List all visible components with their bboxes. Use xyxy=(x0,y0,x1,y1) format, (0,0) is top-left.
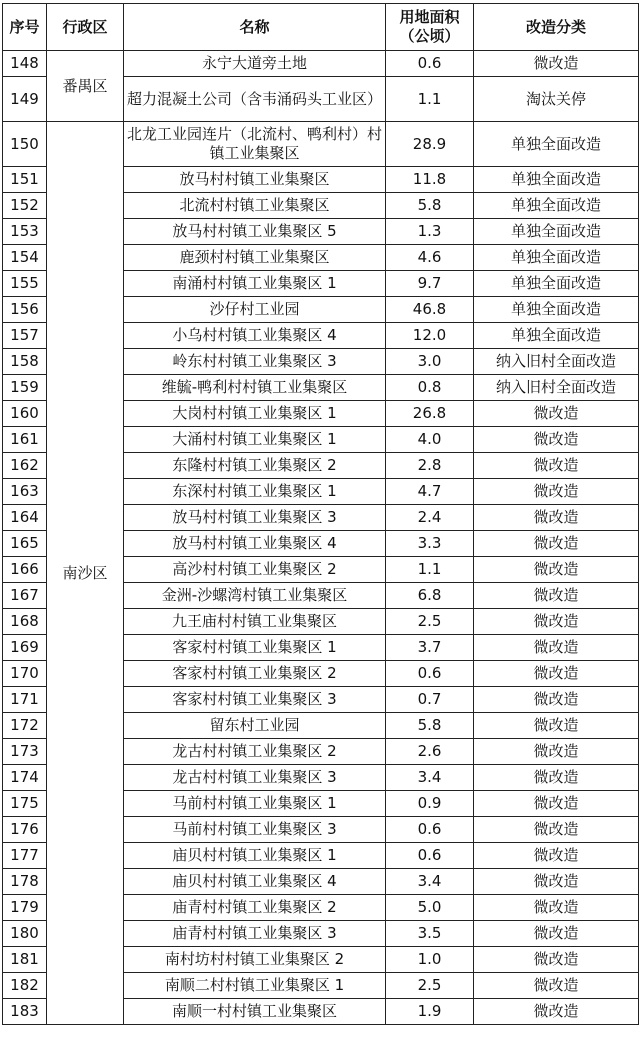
cell-area: 2.5 xyxy=(386,973,474,999)
table-body xyxy=(3,51,639,1025)
cell-area: 3.0 xyxy=(386,349,474,375)
header-category: 改造分类 xyxy=(474,4,639,51)
cell-serial: 167 xyxy=(3,583,47,609)
cell-serial: 152 xyxy=(3,193,47,219)
cell-name: 高沙村村镇工业集聚区 2 xyxy=(124,557,386,583)
cell-serial: 162 xyxy=(3,453,47,479)
cell-category: 微改造 xyxy=(474,635,639,661)
cell-name: 大涌村村镇工业集聚区 1 xyxy=(124,427,386,453)
cell-category: 微改造 xyxy=(474,791,639,817)
header-district: 行政区 xyxy=(47,4,124,51)
header-row xyxy=(3,4,639,51)
cell-area: 0.6 xyxy=(386,51,474,77)
cell-category: 微改造 xyxy=(474,51,639,77)
header-serial: 序号 xyxy=(3,4,47,51)
cell-area: 3.5 xyxy=(386,921,474,947)
cell-serial: 149 xyxy=(3,77,47,122)
cell-name: 大岗村村镇工业集聚区 1 xyxy=(124,401,386,427)
cell-area: 12.0 xyxy=(386,323,474,349)
cell-area: 4.7 xyxy=(386,479,474,505)
cell-category: 单独全面改造 xyxy=(474,271,639,297)
cell-serial: 177 xyxy=(3,843,47,869)
cell-serial: 171 xyxy=(3,687,47,713)
cell-serial: 161 xyxy=(3,427,47,453)
cell-serial: 154 xyxy=(3,245,47,271)
cell-name: 庙贝村村镇工业集聚区 1 xyxy=(124,843,386,869)
cell-category: 微改造 xyxy=(474,401,639,427)
cell-name: 维毓-鸭利村村镇工业集聚区 xyxy=(124,375,386,401)
cell-area: 6.8 xyxy=(386,583,474,609)
cell-category: 单独全面改造 xyxy=(474,193,639,219)
cell-category: 微改造 xyxy=(474,947,639,973)
cell-serial: 174 xyxy=(3,765,47,791)
cell-category: 微改造 xyxy=(474,505,639,531)
cell-area: 3.3 xyxy=(386,531,474,557)
cell-area: 28.9 xyxy=(386,122,474,167)
cell-district: 南沙区 xyxy=(47,122,124,1025)
cell-category: 单独全面改造 xyxy=(474,219,639,245)
cell-area: 4.0 xyxy=(386,427,474,453)
cell-area: 2.6 xyxy=(386,739,474,765)
cell-name: 超力混凝土公司（含韦涌码头工业区） xyxy=(124,77,386,122)
cell-category: 微改造 xyxy=(474,843,639,869)
cell-category: 微改造 xyxy=(474,817,639,843)
cell-area: 46.8 xyxy=(386,297,474,323)
cell-serial: 173 xyxy=(3,739,47,765)
cell-serial: 156 xyxy=(3,297,47,323)
cell-area: 1.1 xyxy=(386,77,474,122)
cell-name: 东隆村村镇工业集聚区 2 xyxy=(124,453,386,479)
cell-category: 微改造 xyxy=(474,453,639,479)
cell-category: 单独全面改造 xyxy=(474,245,639,271)
cell-name: 北流村村镇工业集聚区 xyxy=(124,193,386,219)
cell-category: 单独全面改造 xyxy=(474,122,639,167)
cell-name: 东深村村镇工业集聚区 1 xyxy=(124,479,386,505)
cell-category: 淘汰关停 xyxy=(474,77,639,122)
cell-name: 永宁大道旁土地 xyxy=(124,51,386,77)
cell-category: 微改造 xyxy=(474,973,639,999)
cell-serial: 157 xyxy=(3,323,47,349)
cell-area: 5.8 xyxy=(386,193,474,219)
cell-area: 3.4 xyxy=(386,869,474,895)
cell-area: 0.7 xyxy=(386,687,474,713)
cell-name: 放马村村镇工业集聚区 xyxy=(124,167,386,193)
cell-category: 微改造 xyxy=(474,479,639,505)
cell-area: 0.6 xyxy=(386,817,474,843)
cell-name: 客家村村镇工业集聚区 3 xyxy=(124,687,386,713)
cell-name: 放马村村镇工业集聚区 3 xyxy=(124,505,386,531)
cell-serial: 160 xyxy=(3,401,47,427)
cell-serial: 183 xyxy=(3,999,47,1025)
cell-category: 微改造 xyxy=(474,583,639,609)
cell-serial: 155 xyxy=(3,271,47,297)
cell-area: 2.8 xyxy=(386,453,474,479)
cell-area: 26.8 xyxy=(386,401,474,427)
cell-name: 南顺二村村镇工业集聚区 1 xyxy=(124,973,386,999)
cell-category: 微改造 xyxy=(474,427,639,453)
cell-serial: 170 xyxy=(3,661,47,687)
cell-category: 微改造 xyxy=(474,765,639,791)
cell-area: 11.8 xyxy=(386,167,474,193)
cell-category: 微改造 xyxy=(474,557,639,583)
cell-serial: 182 xyxy=(3,973,47,999)
cell-serial: 165 xyxy=(3,531,47,557)
cell-serial: 178 xyxy=(3,869,47,895)
cell-area: 4.6 xyxy=(386,245,474,271)
cell-area: 5.0 xyxy=(386,895,474,921)
cell-name: 龙古村村镇工业集聚区 3 xyxy=(124,765,386,791)
cell-name: 放马村村镇工业集聚区 4 xyxy=(124,531,386,557)
cell-serial: 172 xyxy=(3,713,47,739)
cell-name: 客家村村镇工业集聚区 2 xyxy=(124,661,386,687)
cell-serial: 158 xyxy=(3,349,47,375)
cell-area: 2.4 xyxy=(386,505,474,531)
cell-category: 微改造 xyxy=(474,531,639,557)
cell-category: 纳入旧村全面改造 xyxy=(474,375,639,401)
cell-category: 微改造 xyxy=(474,661,639,687)
cell-name: 放马村村镇工业集聚区 5 xyxy=(124,219,386,245)
cell-area: 9.7 xyxy=(386,271,474,297)
cell-serial: 151 xyxy=(3,167,47,193)
cell-area: 0.6 xyxy=(386,843,474,869)
cell-name: 龙古村村镇工业集聚区 2 xyxy=(124,739,386,765)
cell-area: 5.8 xyxy=(386,713,474,739)
cell-serial: 181 xyxy=(3,947,47,973)
cell-area: 1.0 xyxy=(386,947,474,973)
cell-serial: 166 xyxy=(3,557,47,583)
table-row xyxy=(3,51,639,77)
cell-category: 微改造 xyxy=(474,739,639,765)
cell-district: 番禺区 xyxy=(47,51,124,122)
cell-name: 留东村工业园 xyxy=(124,713,386,739)
cell-category: 单独全面改造 xyxy=(474,323,639,349)
header-area: 用地面积（公顷） xyxy=(386,4,474,51)
cell-name: 庙青村村镇工业集聚区 3 xyxy=(124,921,386,947)
cell-area: 0.8 xyxy=(386,375,474,401)
cell-name: 小乌村村镇工业集聚区 4 xyxy=(124,323,386,349)
cell-area: 0.6 xyxy=(386,661,474,687)
cell-serial: 148 xyxy=(3,51,47,77)
cell-name: 马前村村镇工业集聚区 1 xyxy=(124,791,386,817)
cell-category: 微改造 xyxy=(474,895,639,921)
cell-category: 微改造 xyxy=(474,869,639,895)
cell-serial: 163 xyxy=(3,479,47,505)
cell-serial: 169 xyxy=(3,635,47,661)
cell-name: 九王庙村村镇工业集聚区 xyxy=(124,609,386,635)
cell-serial: 180 xyxy=(3,921,47,947)
cell-category: 单独全面改造 xyxy=(474,297,639,323)
cell-name: 岭东村村镇工业集聚区 3 xyxy=(124,349,386,375)
header-name: 名称 xyxy=(124,4,386,51)
cell-serial: 168 xyxy=(3,609,47,635)
cell-category: 纳入旧村全面改造 xyxy=(474,349,639,375)
cell-category: 微改造 xyxy=(474,921,639,947)
cell-serial: 164 xyxy=(3,505,47,531)
cell-name: 庙青村村镇工业集聚区 2 xyxy=(124,895,386,921)
cell-name: 沙仔村工业园 xyxy=(124,297,386,323)
cell-area: 0.9 xyxy=(386,791,474,817)
cell-name: 客家村村镇工业集聚区 1 xyxy=(124,635,386,661)
cell-area: 3.7 xyxy=(386,635,474,661)
cell-area: 1.9 xyxy=(386,999,474,1025)
cell-name: 南村坊村村镇工业集聚区 2 xyxy=(124,947,386,973)
cell-name: 南顺一村村镇工业集聚区 xyxy=(124,999,386,1025)
cell-category: 微改造 xyxy=(474,999,639,1025)
table-row xyxy=(3,122,639,167)
cell-category: 微改造 xyxy=(474,713,639,739)
cell-name: 金洲-沙螺湾村镇工业集聚区 xyxy=(124,583,386,609)
cell-serial: 175 xyxy=(3,791,47,817)
cell-serial: 179 xyxy=(3,895,47,921)
cell-category: 单独全面改造 xyxy=(474,167,639,193)
cell-area: 2.5 xyxy=(386,609,474,635)
cell-serial: 153 xyxy=(3,219,47,245)
cell-name: 北龙工业园连片（北流村、鸭利村）村镇工业集聚区 xyxy=(124,122,386,167)
cell-area: 1.1 xyxy=(386,557,474,583)
cell-area: 3.4 xyxy=(386,765,474,791)
cell-category: 微改造 xyxy=(474,687,639,713)
cell-name: 鹿颈村村镇工业集聚区 xyxy=(124,245,386,271)
cell-name: 庙贝村村镇工业集聚区 4 xyxy=(124,869,386,895)
renovation-table xyxy=(2,3,639,1025)
cell-serial: 159 xyxy=(3,375,47,401)
cell-serial: 150 xyxy=(3,122,47,167)
cell-name: 马前村村镇工业集聚区 3 xyxy=(124,817,386,843)
cell-area: 1.3 xyxy=(386,219,474,245)
cell-category: 微改造 xyxy=(474,609,639,635)
cell-serial: 176 xyxy=(3,817,47,843)
cell-name: 南涌村村镇工业集聚区 1 xyxy=(124,271,386,297)
